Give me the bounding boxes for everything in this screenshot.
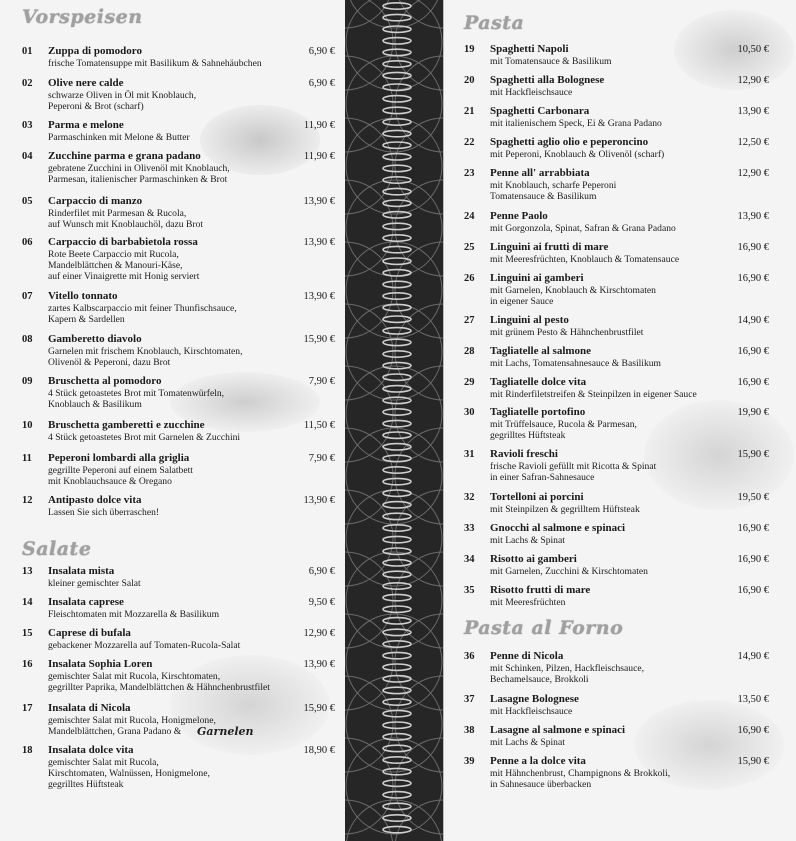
item-name: Spaghetti aglio olio e peperoncino	[490, 136, 649, 148]
spiral-ring	[383, 513, 411, 519]
item-description: Olivenöl & Peperoni, dazu Brot	[48, 356, 171, 368]
item-description: mit Lachs & Spinat	[490, 534, 565, 546]
item-name: Parma e melone	[48, 119, 124, 131]
item-price: 19,50 €	[737, 492, 769, 503]
spiral-ring	[383, 72, 411, 78]
menu-item	[22, 120, 340, 143]
binding-arc	[346, 0, 442, 90]
spiral-ring	[383, 757, 411, 763]
spiral-ring	[383, 571, 411, 577]
item-number: 20	[464, 75, 475, 86]
item-price: 12,90 €	[303, 628, 335, 639]
item-price: 15,90 €	[737, 449, 769, 460]
item-description: Rinderfilet mit Parmesan & Rucola,	[48, 207, 187, 219]
spiral-ring	[383, 560, 411, 566]
item-price: 16,90 €	[737, 242, 769, 253]
item-name: Tagliatelle portofino	[490, 406, 586, 418]
item-name: Insalata dolce vita	[48, 744, 134, 756]
spiral-ring	[383, 339, 411, 345]
spiral-ring	[383, 687, 411, 693]
spiral-ring	[383, 745, 411, 751]
item-name: Lasagne al salmone e spinaci	[490, 724, 626, 736]
item-price: 11,90 €	[303, 120, 335, 131]
item-description: mit Meeresfrüchten	[490, 596, 566, 608]
item-name: Carpaccio di barbabietola rossa	[48, 236, 198, 248]
menu-item	[22, 597, 340, 620]
item-number: 05	[22, 196, 33, 207]
item-number: 37	[464, 694, 475, 705]
item-number: 31	[464, 449, 475, 460]
menu-item	[464, 377, 789, 400]
spiral-ring	[383, 641, 411, 647]
item-price: 13,90 €	[303, 291, 335, 302]
item-number: 30	[464, 407, 475, 418]
item-number: 11	[22, 453, 32, 464]
item-number: 24	[464, 211, 475, 222]
binding-arc	[345, 56, 393, 152]
spiral-ring	[383, 142, 411, 148]
item-number: 15	[22, 628, 33, 639]
menu-item	[464, 106, 789, 129]
item-price: 16,90 €	[737, 585, 769, 596]
item-price: 13,50 €	[737, 694, 769, 705]
binding-arc	[395, 428, 443, 524]
menu-item	[464, 694, 789, 717]
item-name: Antipasto dolce vita	[48, 494, 142, 506]
menu-item	[22, 566, 340, 589]
item-number: 21	[464, 106, 475, 117]
item-name: Gnocchi al salmone e spinaci	[490, 522, 626, 534]
binding-pattern	[345, 0, 443, 841]
item-description: Kirschtomaten, Walnüssen, Honigmelone,	[48, 767, 210, 779]
item-description: zartes Kalbscarpaccio mit feiner Thunfischsauce,	[48, 302, 237, 314]
menu-item	[464, 407, 789, 441]
item-price: 14,90 €	[737, 315, 769, 326]
menu-item	[22, 46, 340, 69]
item-description: schwarze Oliven in Öl mit Knoblauch,	[48, 89, 197, 101]
item-price: 12,90 €	[737, 75, 769, 86]
binding-arc	[345, 428, 393, 524]
item-name: Penne di Nicola	[490, 650, 564, 662]
menu-item	[464, 554, 789, 577]
menu-item	[22, 196, 340, 230]
item-description: kleiner gemischter Salat	[48, 577, 141, 589]
item-number: 25	[464, 242, 475, 253]
item-number: 35	[464, 585, 475, 596]
item-description: gegrilltes Hüftsteak	[48, 778, 124, 790]
spiral-ring	[383, 351, 411, 357]
menu-item	[464, 242, 789, 265]
item-description: mit italienischem Speck, Ei & Grana Padano	[490, 117, 662, 129]
section-title: Vorspeisen	[22, 6, 143, 28]
spiral-ring	[383, 594, 411, 600]
item-price: 13,90 €	[303, 196, 335, 207]
item-description: Tomatensauce & Basilikum	[490, 190, 597, 202]
item-description: gemischter Salat mit Rucola, Kirschtomaten,	[48, 670, 221, 682]
item-number: 14	[22, 597, 33, 608]
spiral-ring	[383, 3, 411, 9]
item-description: Bechamelsauce, Brokkoli	[490, 673, 589, 685]
spiral-ring	[383, 444, 411, 450]
menu-item	[22, 703, 340, 737]
section-title: Pasta al Forno	[464, 617, 624, 639]
spiral-ring	[383, 200, 411, 206]
menu-item	[464, 346, 789, 369]
item-description: Fleischtomaten mit Mozzarella & Basilikum	[48, 608, 220, 620]
item-price: 6,90 €	[308, 78, 335, 89]
item-description: Parmaschinken mit Melone & Butter	[48, 131, 190, 143]
item-number: 08	[22, 334, 33, 345]
menu-item	[464, 585, 789, 608]
item-name: Olive nere calde	[48, 77, 124, 89]
item-description: mit Peperoni, Knoblauch & Olivenöl (scharf)	[490, 148, 665, 160]
item-number: 12	[22, 495, 33, 506]
item-description: in Sahnesauce überbacken	[490, 778, 592, 790]
item-price: 10,50 €	[737, 44, 769, 55]
spiral-ring	[383, 119, 411, 125]
item-name: Spaghetti alla Bolognese	[490, 74, 605, 86]
item-description: mit grünem Pesto & Hähnchenbrustfilet	[490, 326, 644, 338]
item-number: 34	[464, 554, 475, 565]
item-price: 19,90 €	[737, 407, 769, 418]
spiral-ring	[383, 258, 411, 264]
item-description: Rote Beete Carpaccio mit Rucola,	[48, 248, 179, 260]
menu-item	[464, 273, 789, 307]
item-description: Knoblauch & Basilikum	[48, 398, 142, 410]
item-name: Insalata caprese	[48, 596, 124, 608]
item-description: 4 Stück getoastetes Brot mit Tomatenwürfeln,	[48, 387, 225, 399]
item-description: mit Meeresfrüchten, Knoblauch & Tomatensauce	[490, 253, 680, 265]
menu-item	[22, 453, 340, 487]
spiral-ring	[383, 432, 411, 438]
item-number: 27	[464, 315, 475, 326]
item-price: 13,90 €	[303, 495, 335, 506]
menu-item	[22, 495, 340, 518]
spiral-ring	[383, 328, 411, 334]
item-name: Penne Paolo	[490, 210, 548, 222]
item-description: Mandelblättchen, Grana Padano &	[48, 725, 182, 737]
item-price: 16,90 €	[737, 554, 769, 565]
binding-arc	[346, 614, 442, 710]
item-description: mit Rinderfiletstreifen & Steinpilzen in eigener Sauce	[490, 388, 697, 400]
item-description: Lassen Sie sich überraschen!	[48, 506, 160, 518]
item-name: Zucchine parma e grana padano	[48, 150, 201, 162]
item-price: 16,90 €	[737, 377, 769, 388]
binding-arc	[346, 56, 442, 152]
item-description: Garnelen mit frischem Knoblauch, Kirschtomaten,	[48, 345, 243, 357]
spiral-ring	[383, 38, 411, 44]
spiral-ring	[383, 606, 411, 612]
menu-item	[22, 628, 340, 651]
item-price: 18,90 €	[303, 745, 335, 756]
item-description: mit Garnelen, Knoblauch & Kirschtomaten	[490, 284, 656, 296]
item-name: Ravioli freschi	[490, 448, 558, 460]
menu-item	[464, 168, 789, 202]
item-price: 13,90 €	[737, 211, 769, 222]
item-name: Penne a la dolce vita	[490, 755, 586, 767]
item-description: Mandelblättchen & Manouri-Käse,	[48, 259, 183, 271]
item-number: 02	[22, 78, 33, 89]
item-description: auf Wunsch mit Knoblauchöl, dazu Brot	[48, 218, 204, 230]
item-number: 29	[464, 377, 475, 388]
item-description: mit Knoblauchsauce & Oregano	[48, 475, 172, 487]
item-number: 33	[464, 523, 475, 534]
item-number: 32	[464, 492, 475, 503]
item-description: mit Tomatensauce & Basilikum	[490, 55, 612, 67]
spiral-ring	[383, 803, 411, 809]
item-name: Risotto frutti di mare	[490, 584, 591, 596]
item-name: Linguini ai frutti di mare	[490, 241, 609, 253]
item-name: Linguini al pesto	[490, 314, 569, 326]
item-price: 16,90 €	[737, 346, 769, 357]
menu-item	[464, 211, 789, 234]
menu-item	[22, 151, 340, 185]
item-price: 15,90 €	[303, 334, 335, 345]
item-price: 6,90 €	[308, 46, 335, 57]
item-price: 6,90 €	[308, 566, 335, 577]
item-number: 10	[22, 420, 33, 431]
item-description: gebratene Zucchini in Olivenöl mit Knoblauch,	[48, 162, 230, 174]
spiral-ring	[383, 420, 411, 426]
item-number: 23	[464, 168, 475, 179]
item-price: 9,50 €	[308, 597, 335, 608]
item-description: gemischter Salat mit Rucola,	[48, 756, 159, 768]
item-description: 4 Stück getoastetes Brot mit Garnelen & Zucchini	[48, 431, 241, 443]
spiral-ring	[383, 154, 411, 160]
item-name: Peperoni lombardi alla griglia	[48, 452, 190, 464]
item-number: 22	[464, 137, 475, 148]
spiral-ring	[383, 130, 411, 136]
spiral-ring	[383, 780, 411, 786]
binding-arc	[345, 0, 393, 90]
item-description: mit Hackfleischsauce	[490, 86, 573, 98]
spiral-ring	[383, 246, 411, 252]
item-name: Gamberetto diavolo	[48, 333, 142, 345]
item-description: mit Schinken, Pilzen, Hackfleischsauce,	[490, 662, 644, 674]
item-number: 04	[22, 151, 33, 162]
item-price: 12,90 €	[737, 168, 769, 179]
item-description: mit Knoblauch, scharfe Peperoni	[490, 179, 617, 191]
spiral-ring	[383, 536, 411, 542]
binding-arc	[346, 242, 442, 338]
spiral-ring	[383, 664, 411, 670]
item-description: gebackener Mozzarella auf Tomaten-Rucola-Salat	[48, 639, 241, 651]
item-number: 38	[464, 725, 475, 736]
item-price: 11,50 €	[303, 420, 335, 431]
binding-arc	[346, 428, 442, 524]
spiral-ring	[383, 281, 411, 287]
item-name: Insalata mista	[48, 565, 115, 577]
menu-item	[22, 78, 340, 112]
spiral-ring	[383, 107, 411, 113]
spiral-ring	[383, 374, 411, 380]
item-number: 16	[22, 659, 33, 670]
section-title: Pasta	[464, 12, 525, 34]
spiral-ring	[383, 792, 411, 798]
item-description: auf einer Vinaigrette mit Honig serviert	[48, 270, 200, 282]
section-title: Salate	[22, 538, 92, 560]
menu-item	[464, 449, 789, 483]
item-price: 16,90 €	[737, 725, 769, 736]
menu-item	[22, 237, 340, 282]
item-description: in eigener Sauce	[490, 295, 554, 307]
item-price: 11,90 €	[303, 151, 335, 162]
item-price: 15,90 €	[737, 756, 769, 767]
item-price: 14,90 €	[737, 651, 769, 662]
spiral-ring	[383, 629, 411, 635]
menu-item	[464, 725, 789, 748]
item-description: mit Hackfleischsauce	[490, 705, 573, 717]
spiral-binding	[345, 0, 443, 841]
menu-item	[464, 651, 789, 685]
item-number: 26	[464, 273, 475, 284]
menu-item	[22, 745, 340, 790]
item-price: 13,90 €	[303, 237, 335, 248]
item-number: 13	[22, 566, 33, 577]
item-description: gegrillte Peperoni auf einem Salatbett	[48, 464, 193, 476]
item-description: Kapern & Sardellen	[48, 313, 125, 325]
item-description: mit Hähnchenbrust, Champignons & Brokkoli,	[490, 767, 671, 779]
spiral-ring	[383, 652, 411, 658]
binding-arc	[395, 242, 443, 338]
item-description: Peperoni & Brot (scharf)	[48, 100, 144, 112]
binding-arc	[345, 242, 393, 338]
item-name: Vitello tonnato	[48, 290, 118, 302]
item-name: Zuppa di pomodoro	[48, 45, 142, 57]
item-price: 13,90 €	[737, 106, 769, 117]
spiral-ring	[383, 165, 411, 171]
item-number: 18	[22, 745, 33, 756]
spiral-ring	[383, 409, 411, 415]
item-price: 7,90 €	[308, 376, 335, 387]
binding-arc	[395, 56, 443, 152]
right-menu-page	[443, 0, 796, 841]
item-number: 07	[22, 291, 33, 302]
menu-item	[464, 75, 789, 98]
binding-arc	[395, 0, 443, 90]
item-number: 09	[22, 376, 33, 387]
menu-item	[22, 420, 340, 443]
spiral-ring	[383, 188, 411, 194]
item-number: 19	[464, 44, 475, 55]
item-name: Bruschetta al pomodoro	[48, 375, 162, 387]
item-description: gegrillter Paprika, Mandelblättchen & Hähnchenbrustfilet	[48, 681, 270, 693]
item-number: 03	[22, 120, 33, 131]
menu-item	[22, 659, 340, 693]
item-price: 13,90 €	[303, 659, 335, 670]
spiral-ring	[383, 96, 411, 102]
item-description: mit Lachs, Tomatensahnesauce & Basilikum	[490, 357, 662, 369]
spiral-ring	[383, 618, 411, 624]
menu-item	[464, 44, 789, 67]
item-description: mit Gorgonzola, Spinat, Safran & Grana Padano	[490, 222, 676, 234]
item-name: Bruschetta gamberetti e zucchine	[48, 419, 205, 431]
item-description: gemischter Salat mit Rucola, Honigmelone,	[48, 714, 216, 726]
menu-item	[464, 315, 789, 338]
item-name: Tortelloni ai porcini	[490, 491, 584, 503]
item-number: 06	[22, 237, 33, 248]
spiral-ring	[383, 722, 411, 728]
spiral-ring	[383, 223, 411, 229]
item-name: Carpaccio di manzo	[48, 195, 143, 207]
item-number: 28	[464, 346, 475, 357]
spiral-ring	[383, 386, 411, 392]
spiral-ring	[383, 467, 411, 473]
item-number: 39	[464, 756, 475, 767]
item-description: Parmesan, italienischer Parmaschinken & Brot	[48, 173, 228, 185]
spiral-ring	[383, 316, 411, 322]
item-description: mit Steinpilzen & gegrilltem Hüftsteak	[490, 503, 640, 515]
item-name: Lasagne Bolognese	[490, 693, 579, 705]
binding-arc	[395, 614, 443, 710]
menu-item	[22, 291, 340, 325]
spiral-ring	[383, 478, 411, 484]
item-price: 12,50 €	[737, 137, 769, 148]
item-price: 16,90 €	[737, 523, 769, 534]
handwritten-note: Garnelen	[197, 725, 254, 738]
item-name: Insalata Sophia Loren	[48, 658, 153, 670]
item-number: 01	[22, 46, 33, 57]
item-description: mit Garnelen, Zucchini & Kirschtomaten	[490, 565, 648, 577]
item-description: frische Tomatensuppe mit Basilikum & Sahnehäubchen	[48, 57, 262, 69]
menu-item	[464, 523, 789, 546]
item-name: Tagliatelle dolce vita	[490, 376, 587, 388]
item-name: Caprese di bufala	[48, 627, 131, 639]
item-number: 36	[464, 651, 475, 662]
item-price: 7,90 €	[308, 453, 335, 464]
menu-item	[22, 376, 340, 410]
menu-item	[464, 137, 789, 160]
item-name: Penne all' arrabbiata	[490, 167, 590, 179]
spiral-ring	[383, 293, 411, 299]
spiral-ring	[383, 502, 411, 508]
item-description: gegrilltes Hüftsteak	[490, 429, 566, 441]
item-description: mit Trüffelsauce, Rucola & Parmesan,	[490, 418, 637, 430]
item-name: Linguini ai gamberi	[490, 272, 584, 284]
left-menu-page	[0, 0, 346, 841]
item-description: frische Ravioli gefüllt mit Ricotta & Spinat	[490, 460, 657, 472]
menu-item	[464, 756, 789, 790]
spiral-ring	[383, 14, 411, 20]
item-name: Risotto ai gamberi	[490, 553, 577, 565]
item-number: 17	[22, 703, 33, 714]
item-name: Spaghetti Napoli	[490, 43, 569, 55]
item-price: 15,90 €	[303, 703, 335, 714]
binding-arc	[345, 614, 393, 710]
item-price: 16,90 €	[737, 273, 769, 284]
item-description: in einer Safran-Sahnesauce	[490, 471, 595, 483]
menu-item	[22, 334, 340, 368]
item-name: Insalata di Nicola	[48, 702, 131, 714]
item-description: mit Lachs & Spinat	[490, 736, 565, 748]
menu-item	[464, 492, 789, 515]
item-name: Tagliatelle al salmone	[490, 345, 592, 357]
spiral-ring	[383, 826, 411, 832]
item-name: Spaghetti Carbonara	[490, 105, 590, 117]
